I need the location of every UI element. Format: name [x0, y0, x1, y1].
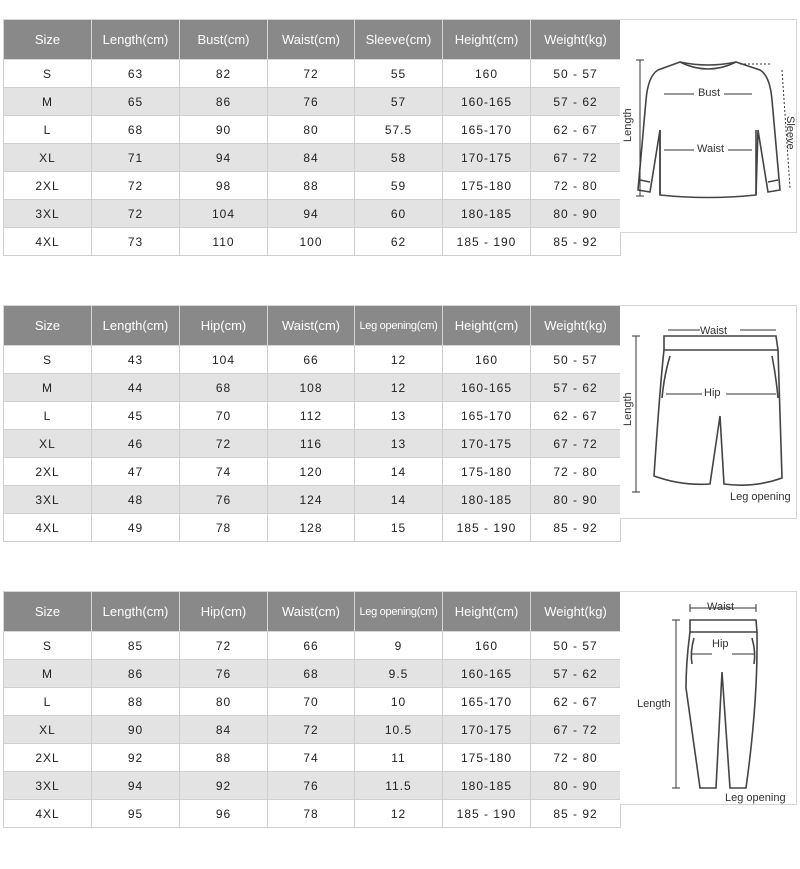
- table-cell: 72 - 80: [531, 744, 621, 772]
- table-cell: 85 - 92: [531, 800, 621, 828]
- table-cell: 72: [268, 60, 355, 88]
- column-header: Weight(kg): [531, 592, 621, 632]
- size-cell: S: [4, 346, 92, 374]
- table-cell: 175-180: [443, 458, 531, 486]
- column-header: Length(cm): [92, 592, 180, 632]
- table-row: [4, 660, 621, 688]
- table-cell: 68: [92, 116, 180, 144]
- table-cell: 73: [92, 228, 180, 256]
- size-cell: L: [4, 402, 92, 430]
- table-cell: 100: [268, 228, 355, 256]
- table-cell: 72: [268, 716, 355, 744]
- table-cell: 85: [92, 632, 180, 660]
- table-cell: 180-185: [443, 486, 531, 514]
- table-cell: 62 - 67: [531, 402, 621, 430]
- table-row: [4, 60, 621, 88]
- table-cell: 49: [92, 514, 180, 542]
- table-cell: 76: [180, 486, 268, 514]
- table-cell: 160: [443, 632, 531, 660]
- table-cell: 12: [355, 374, 443, 402]
- table-row: [4, 772, 621, 800]
- table-cell: 58: [355, 144, 443, 172]
- size-cell: XL: [4, 430, 92, 458]
- size-cell: 2XL: [4, 744, 92, 772]
- length-label: Length: [622, 108, 634, 142]
- column-header: Weight(kg): [531, 20, 621, 60]
- table-cell: 50 - 57: [531, 346, 621, 374]
- table-cell: 80 - 90: [531, 486, 621, 514]
- table-cell: 86: [180, 88, 268, 116]
- table-cell: 88: [268, 172, 355, 200]
- table-cell: 13: [355, 402, 443, 430]
- table-cell: 9: [355, 632, 443, 660]
- table-cell: 94: [268, 200, 355, 228]
- table-cell: 86: [92, 660, 180, 688]
- length-label: Length: [622, 392, 634, 426]
- table-header-row: [4, 592, 621, 632]
- size-cell: S: [4, 60, 92, 88]
- table-row: [4, 800, 621, 828]
- size-cell: S: [4, 632, 92, 660]
- table-cell: 180-185: [443, 772, 531, 800]
- table-cell: 67 - 72: [531, 716, 621, 744]
- table-cell: 92: [180, 772, 268, 800]
- table-cell: 92: [92, 744, 180, 772]
- table-cell: 110: [180, 228, 268, 256]
- table-cell: 72: [180, 430, 268, 458]
- table-cell: 78: [180, 514, 268, 542]
- table-cell: 76: [268, 772, 355, 800]
- table-cell: 68: [180, 374, 268, 402]
- leg-opening-label: Leg opening: [725, 792, 786, 804]
- table-cell: 128: [268, 514, 355, 542]
- table-cell: 72: [92, 200, 180, 228]
- table-cell: 63: [92, 60, 180, 88]
- table-cell: 85 - 92: [531, 514, 621, 542]
- table-cell: 84: [268, 144, 355, 172]
- table-row: [4, 632, 621, 660]
- table-cell: 116: [268, 430, 355, 458]
- table-cell: 72 - 80: [531, 172, 621, 200]
- table-cell: 175-180: [443, 172, 531, 200]
- table-cell: 57: [355, 88, 443, 116]
- table-cell: 88: [180, 744, 268, 772]
- table-cell: 170-175: [443, 716, 531, 744]
- table-cell: 10: [355, 688, 443, 716]
- table-cell: 14: [355, 458, 443, 486]
- table-cell: 59: [355, 172, 443, 200]
- table-cell: 185 - 190: [443, 514, 531, 542]
- pants-diagram: [620, 591, 797, 805]
- column-header: Weight(kg): [531, 306, 621, 346]
- table-cell: 50 - 57: [531, 60, 621, 88]
- table-cell: 60: [355, 200, 443, 228]
- size-cell: 3XL: [4, 486, 92, 514]
- table-cell: 65: [92, 88, 180, 116]
- table-cell: 94: [180, 144, 268, 172]
- column-header: Length(cm): [92, 306, 180, 346]
- column-header: Size: [4, 306, 92, 346]
- table-cell: 12: [355, 346, 443, 374]
- tshirt-diagram: [620, 19, 797, 233]
- table-cell: 160-165: [443, 660, 531, 688]
- column-header: Height(cm): [443, 592, 531, 632]
- table-row: [4, 88, 621, 116]
- size-table-shorts: [3, 305, 621, 542]
- table-cell: 90: [180, 116, 268, 144]
- waist-label: Waist: [707, 601, 735, 613]
- size-cell: XL: [4, 144, 92, 172]
- table-cell: 70: [268, 688, 355, 716]
- waist-label: Waist: [700, 325, 728, 337]
- table-cell: 170-175: [443, 144, 531, 172]
- table-row: [4, 374, 621, 402]
- table-cell: 72: [180, 632, 268, 660]
- table-row: [4, 430, 621, 458]
- size-cell: 2XL: [4, 458, 92, 486]
- table-row: [4, 744, 621, 772]
- size-cell: L: [4, 116, 92, 144]
- table-cell: 70: [180, 402, 268, 430]
- size-cell: XL: [4, 716, 92, 744]
- table-cell: 165-170: [443, 402, 531, 430]
- table-cell: 67 - 72: [531, 144, 621, 172]
- table-cell: 68: [268, 660, 355, 688]
- table-cell: 80 - 90: [531, 772, 621, 800]
- table-cell: 80: [268, 116, 355, 144]
- column-header: Hip(cm): [180, 592, 268, 632]
- column-header: Length(cm): [92, 20, 180, 60]
- size-cell: 2XL: [4, 172, 92, 200]
- column-header: Hip(cm): [180, 306, 268, 346]
- table-cell: 160: [443, 60, 531, 88]
- column-header: Bust(cm): [180, 20, 268, 60]
- column-header: Waist(cm): [268, 306, 355, 346]
- table-cell: 9.5: [355, 660, 443, 688]
- table-cell: 80 - 90: [531, 200, 621, 228]
- size-table-top: [3, 19, 621, 256]
- table-cell: 57 - 62: [531, 88, 621, 116]
- table-row: [4, 716, 621, 744]
- table-row: [4, 346, 621, 374]
- table-cell: 175-180: [443, 744, 531, 772]
- table-cell: 160: [443, 346, 531, 374]
- size-cell: 4XL: [4, 514, 92, 542]
- table-cell: 44: [92, 374, 180, 402]
- table-cell: 57 - 62: [531, 660, 621, 688]
- hip-label: Hip: [704, 387, 721, 399]
- size-cell: 3XL: [4, 772, 92, 800]
- table-cell: 57.5: [355, 116, 443, 144]
- column-header: Size: [4, 592, 92, 632]
- table-cell: 88: [92, 688, 180, 716]
- size-cell: M: [4, 374, 92, 402]
- table-cell: 84: [180, 716, 268, 744]
- table-cell: 95: [92, 800, 180, 828]
- table-cell: 50 - 57: [531, 632, 621, 660]
- table-cell: 76: [268, 88, 355, 116]
- table-row: [4, 172, 621, 200]
- length-label: Length: [637, 698, 671, 710]
- table-cell: 108: [268, 374, 355, 402]
- column-header: Height(cm): [443, 306, 531, 346]
- table-row: [4, 486, 621, 514]
- table-row: [4, 200, 621, 228]
- table-cell: 66: [268, 346, 355, 374]
- size-table-pants: [3, 591, 621, 828]
- table-cell: 13: [355, 430, 443, 458]
- table-cell: 11.5: [355, 772, 443, 800]
- table-cell: 98: [180, 172, 268, 200]
- size-cell: L: [4, 688, 92, 716]
- table-row: [4, 402, 621, 430]
- table-cell: 80: [180, 688, 268, 716]
- table-cell: 46: [92, 430, 180, 458]
- size-cell: M: [4, 660, 92, 688]
- table-cell: 76: [180, 660, 268, 688]
- table-cell: 94: [92, 772, 180, 800]
- size-cell: 4XL: [4, 228, 92, 256]
- table-cell: 62 - 67: [531, 116, 621, 144]
- table-cell: 124: [268, 486, 355, 514]
- table-cell: 10.5: [355, 716, 443, 744]
- table-cell: 104: [180, 200, 268, 228]
- table-cell: 160-165: [443, 374, 531, 402]
- leg-opening-label: Leg opening: [730, 491, 791, 503]
- table-cell: 62 - 67: [531, 688, 621, 716]
- column-header: Size: [4, 20, 92, 60]
- size-cell: M: [4, 88, 92, 116]
- bust-label: Bust: [698, 87, 721, 99]
- table-cell: 11: [355, 744, 443, 772]
- size-cell: 3XL: [4, 200, 92, 228]
- table-row: [4, 228, 621, 256]
- table-cell: 120: [268, 458, 355, 486]
- table-cell: 55: [355, 60, 443, 88]
- tshirt-outline-icon: [620, 20, 797, 234]
- table-cell: 72 - 80: [531, 458, 621, 486]
- hip-label: Hip: [712, 638, 729, 650]
- column-header: Leg opening(cm): [355, 592, 443, 632]
- column-header: Waist(cm): [268, 20, 355, 60]
- table-cell: 112: [268, 402, 355, 430]
- sleeve-label: Sleeve: [784, 116, 796, 150]
- table-cell: 74: [180, 458, 268, 486]
- table-cell: 180-185: [443, 200, 531, 228]
- column-header: Sleeve(cm): [355, 20, 443, 60]
- shorts-outline-icon: [620, 306, 797, 520]
- column-header: Height(cm): [443, 20, 531, 60]
- table-cell: 104: [180, 346, 268, 374]
- table-cell: 45: [92, 402, 180, 430]
- table-cell: 74: [268, 744, 355, 772]
- table-row: [4, 144, 621, 172]
- table-cell: 66: [268, 632, 355, 660]
- table-cell: 78: [268, 800, 355, 828]
- table-row: [4, 116, 621, 144]
- table-cell: 160-165: [443, 88, 531, 116]
- table-cell: 90: [92, 716, 180, 744]
- table-row: [4, 514, 621, 542]
- table-cell: 96: [180, 800, 268, 828]
- table-row: [4, 458, 621, 486]
- table-row: [4, 688, 621, 716]
- column-header: Waist(cm): [268, 592, 355, 632]
- waist-label: Waist: [697, 143, 725, 155]
- table-cell: 43: [92, 346, 180, 374]
- table-cell: 185 - 190: [443, 800, 531, 828]
- shorts-diagram: [620, 305, 797, 519]
- table-cell: 47: [92, 458, 180, 486]
- table-header-row: [4, 306, 621, 346]
- table-cell: 71: [92, 144, 180, 172]
- table-cell: 185 - 190: [443, 228, 531, 256]
- table-cell: 15: [355, 514, 443, 542]
- table-cell: 165-170: [443, 688, 531, 716]
- table-cell: 82: [180, 60, 268, 88]
- table-cell: 57 - 62: [531, 374, 621, 402]
- table-cell: 12: [355, 800, 443, 828]
- table-cell: 67 - 72: [531, 430, 621, 458]
- table-cell: 85 - 92: [531, 228, 621, 256]
- table-cell: 48: [92, 486, 180, 514]
- size-cell: 4XL: [4, 800, 92, 828]
- table-cell: 62: [355, 228, 443, 256]
- table-header-row: [4, 20, 621, 60]
- table-cell: 14: [355, 486, 443, 514]
- column-header: Leg opening(cm): [355, 306, 443, 346]
- table-cell: 165-170: [443, 116, 531, 144]
- table-cell: 170-175: [443, 430, 531, 458]
- table-cell: 72: [92, 172, 180, 200]
